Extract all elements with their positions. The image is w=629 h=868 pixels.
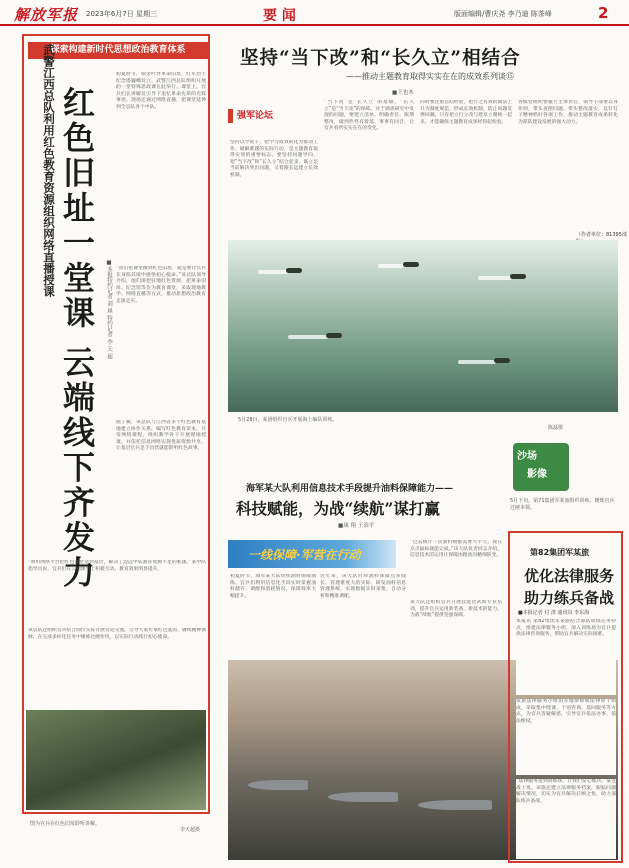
right-story-title-line2: 助力练兵备战 <box>524 589 615 607</box>
top-story-author: ■王也木 <box>392 90 414 96</box>
left-photo-caption: 图为官兵在红色旧址聆听讲解。 <box>30 821 101 827</box>
top-story-paragraph: 坚持以学促干，把学习成效转化为推动工作、破解难题的实际行动，是主题教育取得实效的重要标志。要坚持问题导向，把“当下改”和“长久立”结合起来，既立足当前解决突出问题，又着眼长远建立长效机制。 <box>230 140 318 178</box>
left-story-photo <box>26 710 206 810</box>
boat-shape <box>403 262 419 267</box>
page-editors: 版面编辑/曹庆尧 李乃迪 陈茶峰 <box>454 10 552 18</box>
left-story-paragraph: “我们把课堂搬到红色旧址，就是要让官兵在身临其境中感悟初心使命。”该总队领导介绍，他们深挖驻地红色资源，把革命旧址、纪念馆等作为教育课堂，采取现地教学、网络直播等方式，推动思想政治教育走深走实。 <box>116 266 206 304</box>
column-band <box>228 540 396 568</box>
newspaper-logo: 解放军报 <box>14 6 79 24</box>
right-story-paragraph: 本报讯 第82集团军某旅结合部队训练任务特点，组建法律服务小组，深入训练场为官兵提供法律咨询服务，帮助官兵解决实际困难。 <box>516 619 616 695</box>
top-story-paragraph: 同时要注重总结经验，把行之有效的做法上升为制度规范，形成长效机制，防止问题反弹回潮。只有把立行立改与建章立制统一起来，才能确保主题教育成果经得起检验。 <box>420 100 512 125</box>
jet-shape <box>248 780 308 790</box>
mid-story-paragraph: 该大队还组织官兵开展技能比武和专业培训，提升官兵运用新装备、新技术的能力，为战“续航”提供坚强保障。 <box>410 600 502 619</box>
right-story-paragraph: 该旅法律服务小组由军地律师和法律骨干组成，采取集中授课、个别咨询、巡回服务等方式，为官兵答疑解惑，引导官兵依法办事、依法维权。 <box>516 699 616 775</box>
masthead <box>0 0 629 26</box>
top-story-paragraph: 各级党组织要履行主体责任，领导干部要以身作则，带头查摆问题、带头整改落实，以钉钉子精神抓好各项工作，推动主题教育成果转化为部队建设发展的强大动力。 <box>518 100 618 125</box>
left-story-subtitle: 武警江西总队利用红色教育资源组织网络直播授课 <box>42 44 56 297</box>
left-story-paragraph: “利用网络平台把红色课堂送到基层，解决了边远中队教育资源不足的难题。”某中队指导员说，官兵们在云端课堂上积极互动，教育效果明显提升。 <box>28 560 206 572</box>
right-story-kicker: 第82集团军某旅 <box>530 548 590 557</box>
mid-story-paragraph: 近年来，该大队针对油料保障点多线长、管理难度大的实际，研发油料信息管理系统，实现数据实时采集、自动分析和精准调配。 <box>320 574 406 599</box>
jet-shape <box>328 792 398 802</box>
section-title: 要 闻 <box>263 8 296 24</box>
top-story-title: 坚持“当下改”和“长久立”相结合 <box>240 48 521 69</box>
boat-shape <box>326 333 342 338</box>
right-story-title-line1: 优化法律服务 <box>524 567 615 585</box>
left-photo-credit: 李天超摄 <box>180 827 201 833</box>
sea-training-photo <box>228 240 618 412</box>
left-story-paragraph: 据了解，该总队与江西省多个红色教育基地建立协作关系，编写红色教育读本，开发网络课程，组织教学骨干开展现地授课，并依托信息网络实现优质资源共享，让基层官兵足不出营就能聆听红色故事。 <box>116 420 206 452</box>
column-band-text: 一线保障·军营在行动 <box>248 548 361 562</box>
top-story-subtitle: ——推动主题教育取得实实在在的成效系列谈⑮ <box>346 72 514 81</box>
issue-date: 2023年6月7日 星期三 <box>86 10 157 18</box>
top-story-paragraph: “当下改”是“长久立”的基础，“长久立”是“当下改”的保障。对于调查研究中发现的问题，要建立清单、明确责任、限期整改，做到件件有着落、事事有回音，让官兵看到实实在在的变化。 <box>324 100 414 132</box>
boat-shape <box>286 268 302 273</box>
boat-shape <box>494 358 510 363</box>
sea-photo-credit: 陈磊摄 <box>548 425 564 431</box>
left-story-byline: ■本报特约记者 刘 琪 特约记者 李 天 超 <box>106 260 112 359</box>
badge-line-1: 沙场 <box>517 451 537 462</box>
mid-story-paragraph: 初夏时节，海军某大队组织油料保障演练。官兵们利用信息化手段实时掌握油料储存、调配和消耗情况，保障效率大幅提升。 <box>230 574 316 599</box>
tag-bar <box>228 109 233 123</box>
left-story-title: 红色旧址一堂课 云端线下齐发力 <box>58 86 96 591</box>
top-story-author-credit: （作者单位：81395部 <box>576 232 627 238</box>
opinion-column-tag <box>228 97 298 137</box>
photo-column-badge <box>513 443 569 491</box>
right-story-paragraph: “法律服务送到训练场，让我们安心练兵。”某连战士说。该旅还建立法律服务档案，跟踪问题解决情况，切实为官兵解决后顾之忧，助力部队练兵备战。 <box>516 779 616 859</box>
boat-shape <box>510 274 526 279</box>
opinion-column-label: 强军论坛 <box>237 111 274 121</box>
mid-story-title: 科技赋能，为战“续航”谋打赢 <box>236 499 440 518</box>
badge-line-2: 影像 <box>527 469 547 480</box>
badge-caption: 5月下旬，第71集团军某旅组织训练，锤炼官兵过硬本领。 <box>510 498 615 511</box>
mid-story-paragraph: “过去统计一次油料数据需要大半天，现在点点鼠标就能完成。”该大队负责同志介绍，信息技术的运用让保障由粗放向精细转变。 <box>410 540 502 559</box>
page-number: 2 <box>598 4 609 22</box>
mid-story-author: ■康 翔 王治平 <box>338 523 375 529</box>
left-story-paragraph: 该总队还组织官兵结合岗位实际开展讨论交流，引导大家传承红色基因、赓续精神血脉，在完成多样化任务中锤炼过硬作风，以实际行动践行初心使命。 <box>28 628 206 640</box>
mid-story-kicker: 海军某大队利用信息技术手段提升油料保障能力—— <box>246 484 454 494</box>
right-story-box <box>508 531 623 863</box>
right-story-author: ■本报记者 付 清 通讯员 李东海 <box>518 610 590 616</box>
sea-photo-caption: 5月28日，某团组织官兵开展海上编队训练。 <box>238 417 338 423</box>
left-story-banner: 探索构建新时代思想政治教育体系 <box>28 42 208 59</box>
left-story-paragraph: 初夏时节，瑞金叶坪革命旧址，红军烈士纪念塔巍峨耸立。武警江西总队组织开展的一堂特殊思政课在此举行。课堂上，官兵们在讲解员引导下追忆革命先辈的光辉事迹，现场还通过网络直播，把课堂延伸到全总队各个中队。 <box>116 72 206 110</box>
jet-shape <box>418 800 492 810</box>
